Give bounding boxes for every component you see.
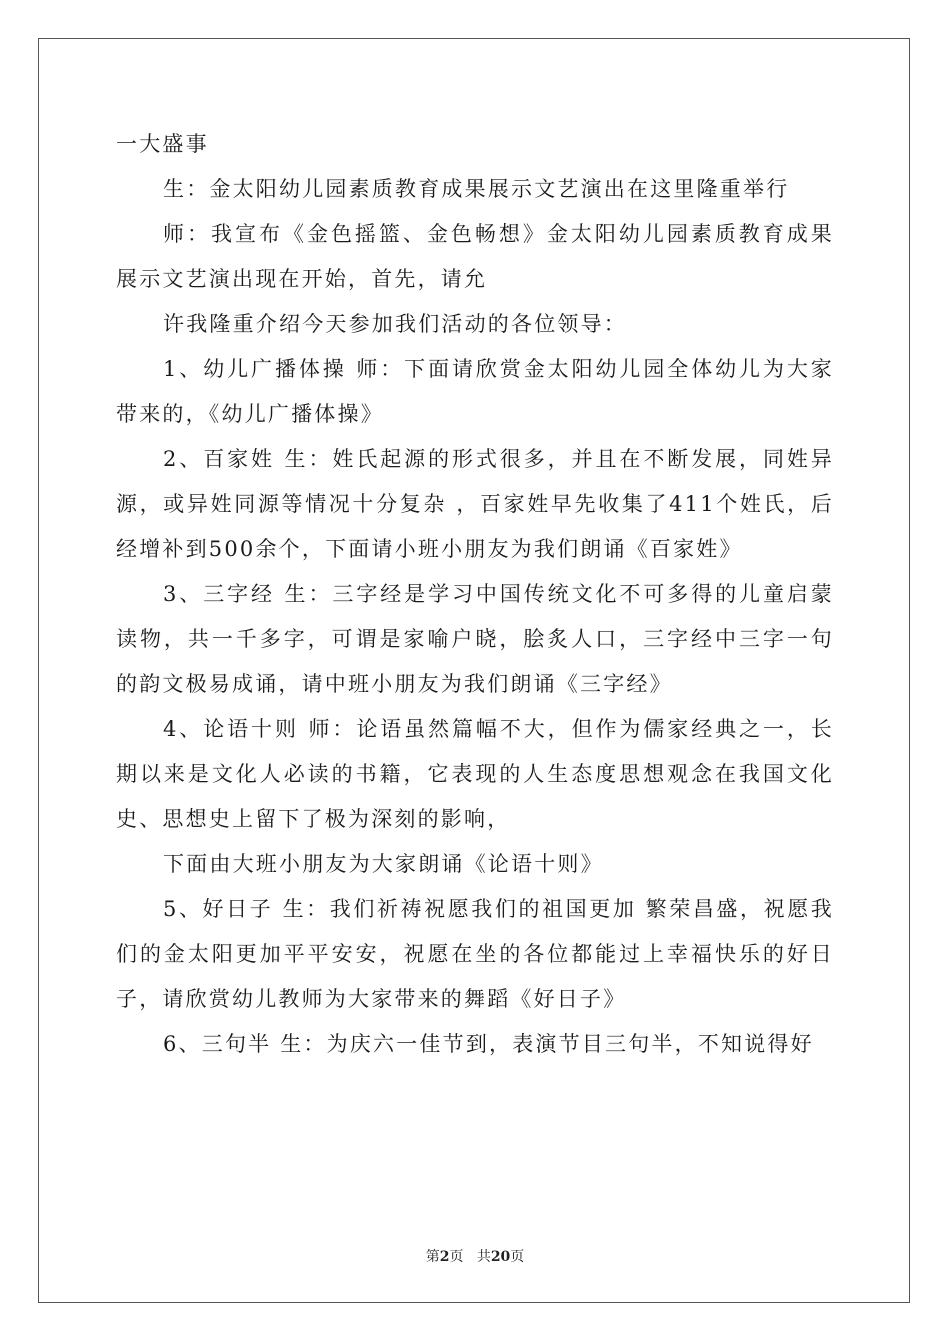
paragraph-7: 3、三字经 生：三字经是学习中国传统文化不可多得的儿童启蒙读物，共一千多字，可谓是家喻户晓，脍炙人口，三字经中三字一句的韵文极易成诵，请中班小朋友为我们朗诵《三字经》 [116, 582, 834, 696]
paragraph-2: 生：金太阳幼儿园素质教育成果展示文艺演出在这里隆重举行 [163, 177, 790, 201]
footer-total-suffix: 页 [510, 1249, 525, 1265]
paragraph-11: 6、三句半 生：为庆六一佳节到，表演节目三句半，不知说得好 [163, 1032, 814, 1056]
page-footer [0, 1248, 950, 1266]
paragraph-8: 4、论语十则 师：论语虽然篇幅不大，但作为儒家经典之一，长期以来是文化人必读的书籍，它表现的人生态度思想观念在我国文化史、思想史上留下了极为深刻的影响， [116, 717, 834, 831]
paragraph-9: 下面由大班小朋友为大家朗诵《论语十则》 [163, 852, 604, 876]
footer-total-prefix: 共 [476, 1249, 491, 1265]
paragraph-3: 师：我宣布《金色摇篮、金色畅想》金太阳幼儿园素质教育成果展示文艺演出现在开始，首先，请允 [116, 222, 834, 291]
paragraph-1: 一大盛事 [116, 132, 209, 156]
paragraph-4: 许我隆重介绍今天参加我们活动的各位领导： [163, 312, 627, 336]
footer-page-prefix: 第 [425, 1249, 440, 1265]
footer-total-pages: 20 [490, 1249, 511, 1265]
paragraph-5: 1、幼儿广播体操 师：下面请欣赏金太阳幼儿园全体幼儿为大家带来的，《幼儿广播体操》 [116, 357, 834, 426]
document-body [116, 122, 834, 1067]
paragraph-10: 5、好日子 生：我们祈祷祝愿我们的祖国更加 繁荣昌盛，祝愿我们的金太阳更加平平安安，祝愿在坐的各位都能过上幸福快乐的好日子，请欣赏幼儿教师为大家带来的舞蹈《好日子》 [116, 897, 834, 1011]
paragraph-6: 2、百家姓 生：姓氏起源的形式很多，并且在不断发展，同姓异源，或异姓同源等情况十分复杂 ，百家姓早先收集了411个姓氏，后经增补到500余个，下面请小班小朋友为我们朗诵《百家姓》 [116, 447, 834, 561]
footer-page-number: 2 [439, 1249, 450, 1265]
footer-page-suffix: 页 [449, 1249, 464, 1265]
